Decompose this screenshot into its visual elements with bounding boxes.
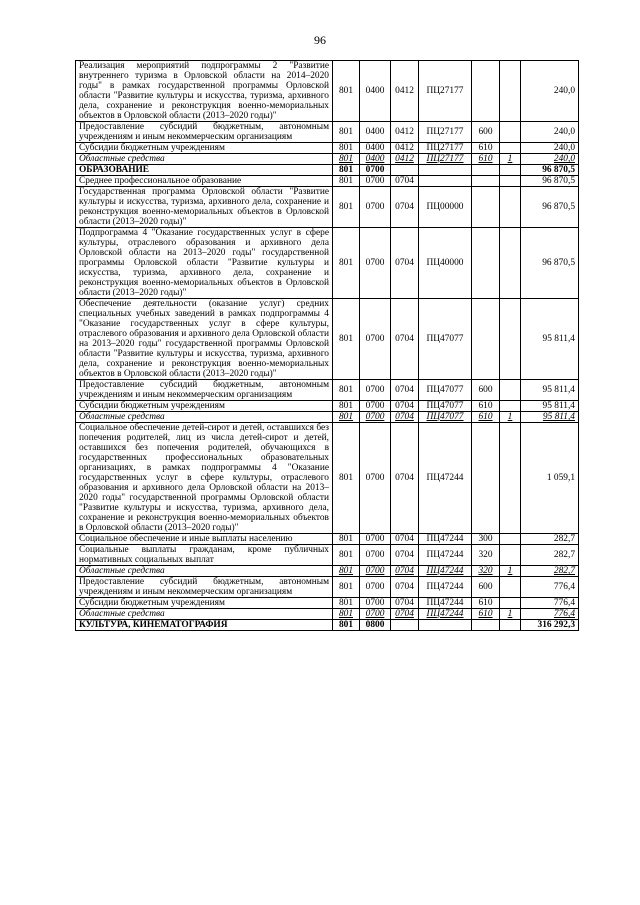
funding-source-cell: 1 bbox=[500, 609, 521, 620]
subsection-code-cell: 0412 bbox=[391, 122, 419, 143]
department-code-cell: 801 bbox=[333, 401, 360, 412]
target-article-cell: ПЦ47244 bbox=[419, 609, 472, 620]
funding-source-cell bbox=[500, 122, 521, 143]
item-name-cell: ОБРАЗОВАНИЕ bbox=[76, 165, 333, 176]
department-code-cell: 801 bbox=[333, 122, 360, 143]
department-code-cell: 801 bbox=[333, 380, 360, 401]
funding-source-cell bbox=[500, 176, 521, 187]
subsection-code-cell: 0704 bbox=[391, 401, 419, 412]
section-code-cell: 0700 bbox=[360, 380, 391, 401]
funding-source-cell: 1 bbox=[500, 154, 521, 165]
table-row bbox=[76, 577, 579, 598]
table-row bbox=[76, 620, 579, 631]
item-name-cell: Областные средства bbox=[76, 609, 333, 620]
section-code-cell: 0700 bbox=[360, 577, 391, 598]
amount-cell: 95 811,4 bbox=[521, 412, 579, 423]
page-number: 96 bbox=[314, 33, 326, 47]
funding-source-cell bbox=[500, 380, 521, 401]
funding-source-cell bbox=[500, 299, 521, 380]
department-code-cell: 801 bbox=[333, 534, 360, 545]
section-code-cell: 0700 bbox=[360, 176, 391, 187]
subsection-code-cell: 0704 bbox=[391, 176, 419, 187]
section-code-cell: 0400 bbox=[360, 154, 391, 165]
target-article-cell: ПЦ27177 bbox=[419, 122, 472, 143]
funding-source-cell bbox=[500, 534, 521, 545]
department-code-cell: 801 bbox=[333, 176, 360, 187]
expense-type-cell: 610 bbox=[472, 401, 500, 412]
target-article-cell bbox=[419, 165, 472, 176]
subsection-code-cell: 0704 bbox=[391, 545, 419, 566]
item-name-cell: Субсидии бюджетным учреждениям bbox=[76, 598, 333, 609]
target-article-cell: ПЦ27177 bbox=[419, 143, 472, 154]
department-code-cell: 801 bbox=[333, 566, 360, 577]
target-article-cell bbox=[419, 620, 472, 631]
table-row bbox=[76, 228, 579, 299]
section-code-cell: 0700 bbox=[360, 165, 391, 176]
target-article-cell: ПЦ27177 bbox=[419, 61, 472, 122]
amount-cell: 282,7 bbox=[521, 566, 579, 577]
funding-source-cell bbox=[500, 187, 521, 228]
section-code-cell: 0700 bbox=[360, 545, 391, 566]
subsection-code-cell: 0412 bbox=[391, 143, 419, 154]
section-code-cell: 0700 bbox=[360, 566, 391, 577]
amount-cell: 96 870,5 bbox=[521, 165, 579, 176]
department-code-cell: 801 bbox=[333, 61, 360, 122]
item-name-cell: Среднее профессиональное образование bbox=[76, 176, 333, 187]
amount-cell: 282,7 bbox=[521, 545, 579, 566]
subsection-code-cell: 0704 bbox=[391, 423, 419, 534]
funding-source-cell: 1 bbox=[500, 412, 521, 423]
table-row bbox=[76, 545, 579, 566]
target-article-cell: ПЦ47244 bbox=[419, 534, 472, 545]
expense-type-cell: 610 bbox=[472, 143, 500, 154]
amount-cell: 240,0 bbox=[521, 154, 579, 165]
department-code-cell: 801 bbox=[333, 598, 360, 609]
expense-type-cell: 600 bbox=[472, 380, 500, 401]
item-name-cell: Социальное обеспечение детей-сирот и детей, оставшихся без попечения родителей, лиц из числа детей-сирот и детей, оставшихся без попечения родителей, обучающихся в государственных профессиональных образовательных организациях, в рамках подпрограммы 4 "Оказание государственных услуг в сфере культуры, отраслевого образования и архивного дела Орловской области на 2013–2020 годы" государственной программы Орловской области "Развитие культуры и искусства, туризма, архивного дела, сохранение и реконструкция военно-мемориальных объектов в Орловской области (2013–2020 годы)" bbox=[76, 423, 333, 534]
expense-type-cell: 320 bbox=[472, 545, 500, 566]
department-code-cell: 801 bbox=[333, 577, 360, 598]
funding-source-cell bbox=[500, 165, 521, 176]
table-row bbox=[76, 609, 579, 620]
item-name-cell: Социальное обеспечение и иные выплаты населению bbox=[76, 534, 333, 545]
department-code-cell: 801 bbox=[333, 187, 360, 228]
section-code-cell: 0400 bbox=[360, 61, 391, 122]
funding-source-cell bbox=[500, 620, 521, 631]
table-row bbox=[76, 154, 579, 165]
amount-cell: 316 292,3 bbox=[521, 620, 579, 631]
table-row bbox=[76, 299, 579, 380]
table-row bbox=[76, 122, 579, 143]
table-row bbox=[76, 176, 579, 187]
target-article-cell: ПЦ47077 bbox=[419, 299, 472, 380]
target-article-cell bbox=[419, 176, 472, 187]
subsection-code-cell: 0704 bbox=[391, 380, 419, 401]
section-code-cell: 0700 bbox=[360, 401, 391, 412]
subsection-code-cell bbox=[391, 620, 419, 631]
amount-cell: 776,4 bbox=[521, 577, 579, 598]
expense-type-cell: 600 bbox=[472, 122, 500, 143]
amount-cell: 240,0 bbox=[521, 143, 579, 154]
department-code-cell: 801 bbox=[333, 299, 360, 380]
amount-cell: 240,0 bbox=[521, 122, 579, 143]
table-row bbox=[76, 401, 579, 412]
target-article-cell: ПЦ47244 bbox=[419, 566, 472, 577]
target-article-cell: ПЦ47244 bbox=[419, 545, 472, 566]
budget-table-body bbox=[76, 61, 579, 631]
funding-source-cell bbox=[500, 401, 521, 412]
subsection-code-cell: 0704 bbox=[391, 412, 419, 423]
department-code-cell: 801 bbox=[333, 423, 360, 534]
expense-type-cell bbox=[472, 165, 500, 176]
amount-cell: 1 059,1 bbox=[521, 423, 579, 534]
budget-table bbox=[75, 60, 579, 631]
department-code-cell: 801 bbox=[333, 165, 360, 176]
expense-type-cell bbox=[472, 299, 500, 380]
expense-type-cell: 610 bbox=[472, 598, 500, 609]
amount-cell: 240,0 bbox=[521, 61, 579, 122]
section-code-cell: 0700 bbox=[360, 299, 391, 380]
subsection-code-cell: 0704 bbox=[391, 577, 419, 598]
expense-type-cell: 610 bbox=[472, 412, 500, 423]
subsection-code-cell bbox=[391, 165, 419, 176]
department-code-cell: 801 bbox=[333, 545, 360, 566]
expense-type-cell bbox=[472, 423, 500, 534]
target-article-cell: ПЦ00000 bbox=[419, 187, 472, 228]
expense-type-cell: 610 bbox=[472, 609, 500, 620]
table-row bbox=[76, 380, 579, 401]
target-article-cell: ПЦ27177 bbox=[419, 154, 472, 165]
department-code-cell: 801 bbox=[333, 412, 360, 423]
department-code-cell: 801 bbox=[333, 143, 360, 154]
department-code-cell: 801 bbox=[333, 609, 360, 620]
section-code-cell: 0700 bbox=[360, 228, 391, 299]
subsection-code-cell: 0704 bbox=[391, 534, 419, 545]
amount-cell: 95 811,4 bbox=[521, 299, 579, 380]
funding-source-cell bbox=[500, 598, 521, 609]
table-row bbox=[76, 187, 579, 228]
subsection-code-cell: 0704 bbox=[391, 566, 419, 577]
section-code-cell: 0400 bbox=[360, 143, 391, 154]
section-code-cell: 0700 bbox=[360, 187, 391, 228]
expense-type-cell bbox=[472, 187, 500, 228]
item-name-cell: Субсидии бюджетным учреждениям bbox=[76, 143, 333, 154]
section-code-cell: 0700 bbox=[360, 609, 391, 620]
funding-source-cell bbox=[500, 545, 521, 566]
department-code-cell: 801 bbox=[333, 154, 360, 165]
target-article-cell: ПЦ47077 bbox=[419, 401, 472, 412]
funding-source-cell bbox=[500, 577, 521, 598]
item-name-cell: Государственная программа Орловской области "Развитие культуры и искусства, туризма, архивного дела, сохранение и реконструкция военно-мемориальных объектов в Орловской области (2013–2020 годы)" bbox=[76, 187, 333, 228]
table-row bbox=[76, 61, 579, 122]
section-code-cell: 0400 bbox=[360, 122, 391, 143]
item-name-cell: Обеспечение деятельности (оказание услуг) средних специальных учебных заведений в рамках подпрограммы 4 "Оказание государственных услуг в сфере культуры, отраслевого образования и архивного дела Орловской области на 2013–2020 годы" государственной программы Орловской области "Развитие культуры и искусства, туризма, архивного дела, сохранение и реконструкция военно-мемориальных объектов в Орловской области (2013–2020 годы)" bbox=[76, 299, 333, 380]
expense-type-cell bbox=[472, 620, 500, 631]
subsection-code-cell: 0704 bbox=[391, 228, 419, 299]
subsection-code-cell: 0704 bbox=[391, 598, 419, 609]
table-row bbox=[76, 165, 579, 176]
subsection-code-cell: 0704 bbox=[391, 187, 419, 228]
amount-cell: 776,4 bbox=[521, 609, 579, 620]
item-name-cell: Предоставление субсидий бюджетным, автономным учреждениям и иным некоммерческим организациям bbox=[76, 122, 333, 143]
amount-cell: 96 870,5 bbox=[521, 187, 579, 228]
target-article-cell: ПЦ47244 bbox=[419, 423, 472, 534]
subsection-code-cell: 0704 bbox=[391, 609, 419, 620]
amount-cell: 776,4 bbox=[521, 598, 579, 609]
expense-type-cell bbox=[472, 176, 500, 187]
amount-cell: 282,7 bbox=[521, 534, 579, 545]
amount-cell: 95 811,4 bbox=[521, 380, 579, 401]
expense-type-cell: 300 bbox=[472, 534, 500, 545]
amount-cell: 96 870,5 bbox=[521, 176, 579, 187]
expense-type-cell: 320 bbox=[472, 566, 500, 577]
item-name-cell: Областные средства bbox=[76, 154, 333, 165]
item-name-cell: Предоставление субсидий бюджетным, автономным учреждениям и иным некоммерческим организациям bbox=[76, 380, 333, 401]
funding-source-cell: 1 bbox=[500, 566, 521, 577]
table-row bbox=[76, 566, 579, 577]
section-code-cell: 0700 bbox=[360, 412, 391, 423]
section-code-cell: 0700 bbox=[360, 598, 391, 609]
expense-type-cell bbox=[472, 228, 500, 299]
item-name-cell: Областные средства bbox=[76, 412, 333, 423]
funding-source-cell bbox=[500, 143, 521, 154]
target-article-cell: ПЦ47077 bbox=[419, 380, 472, 401]
subsection-code-cell: 0412 bbox=[391, 154, 419, 165]
table-row bbox=[76, 534, 579, 545]
table-row bbox=[76, 143, 579, 154]
subsection-code-cell: 0704 bbox=[391, 299, 419, 380]
expense-type-cell: 610 bbox=[472, 154, 500, 165]
amount-cell: 96 870,5 bbox=[521, 228, 579, 299]
section-code-cell: 0700 bbox=[360, 423, 391, 534]
target-article-cell: ПЦ40000 bbox=[419, 228, 472, 299]
table-row bbox=[76, 412, 579, 423]
item-name-cell: Областные средства bbox=[76, 566, 333, 577]
expense-type-cell bbox=[472, 61, 500, 122]
table-row bbox=[76, 423, 579, 534]
expense-type-cell: 600 bbox=[472, 577, 500, 598]
funding-source-cell bbox=[500, 228, 521, 299]
department-code-cell: 801 bbox=[333, 620, 360, 631]
department-code-cell: 801 bbox=[333, 228, 360, 299]
section-code-cell: 0700 bbox=[360, 534, 391, 545]
target-article-cell: ПЦ47244 bbox=[419, 598, 472, 609]
item-name-cell: Предоставление субсидий бюджетным, автономным учреждениям и иным некоммерческим организациям bbox=[76, 577, 333, 598]
table-row bbox=[76, 598, 579, 609]
target-article-cell: ПЦ47244 bbox=[419, 577, 472, 598]
item-name-cell: Подпрограмма 4 "Оказание государственных услуг в сфере культуры, отраслевого образования и архивного дела Орловской области на 2013–2020 годы" государственной программы Орловской области "Развитие культуры и искусства, туризма, архивного дела, сохранение и реконструкция военно-мемориальных объектов в Орловской области (2013–2020 годы)" bbox=[76, 228, 333, 299]
subsection-code-cell: 0412 bbox=[391, 61, 419, 122]
item-name-cell: Социальные выплаты гражданам, кроме публичных нормативных социальных выплат bbox=[76, 545, 333, 566]
amount-cell: 95 811,4 bbox=[521, 401, 579, 412]
section-code-cell: 0800 bbox=[360, 620, 391, 631]
funding-source-cell bbox=[500, 61, 521, 122]
item-name-cell: Реализация мероприятий подпрограммы 2 "Развитие внутреннего туризма в Орловской области на 2014–2020 годы" в рамках государственной программы Орловской области "Развитие культуры и искусства, туризма, архивного дела, сохранение и реконструкция военно-мемориальных объектов в Орловской области (2013–2020 годы)" bbox=[76, 61, 333, 122]
item-name-cell: КУЛЬТУРА, КИНЕМАТОГРАФИЯ bbox=[76, 620, 333, 631]
funding-source-cell bbox=[500, 423, 521, 534]
target-article-cell: ПЦ47077 bbox=[419, 412, 472, 423]
item-name-cell: Субсидии бюджетным учреждениям bbox=[76, 401, 333, 412]
